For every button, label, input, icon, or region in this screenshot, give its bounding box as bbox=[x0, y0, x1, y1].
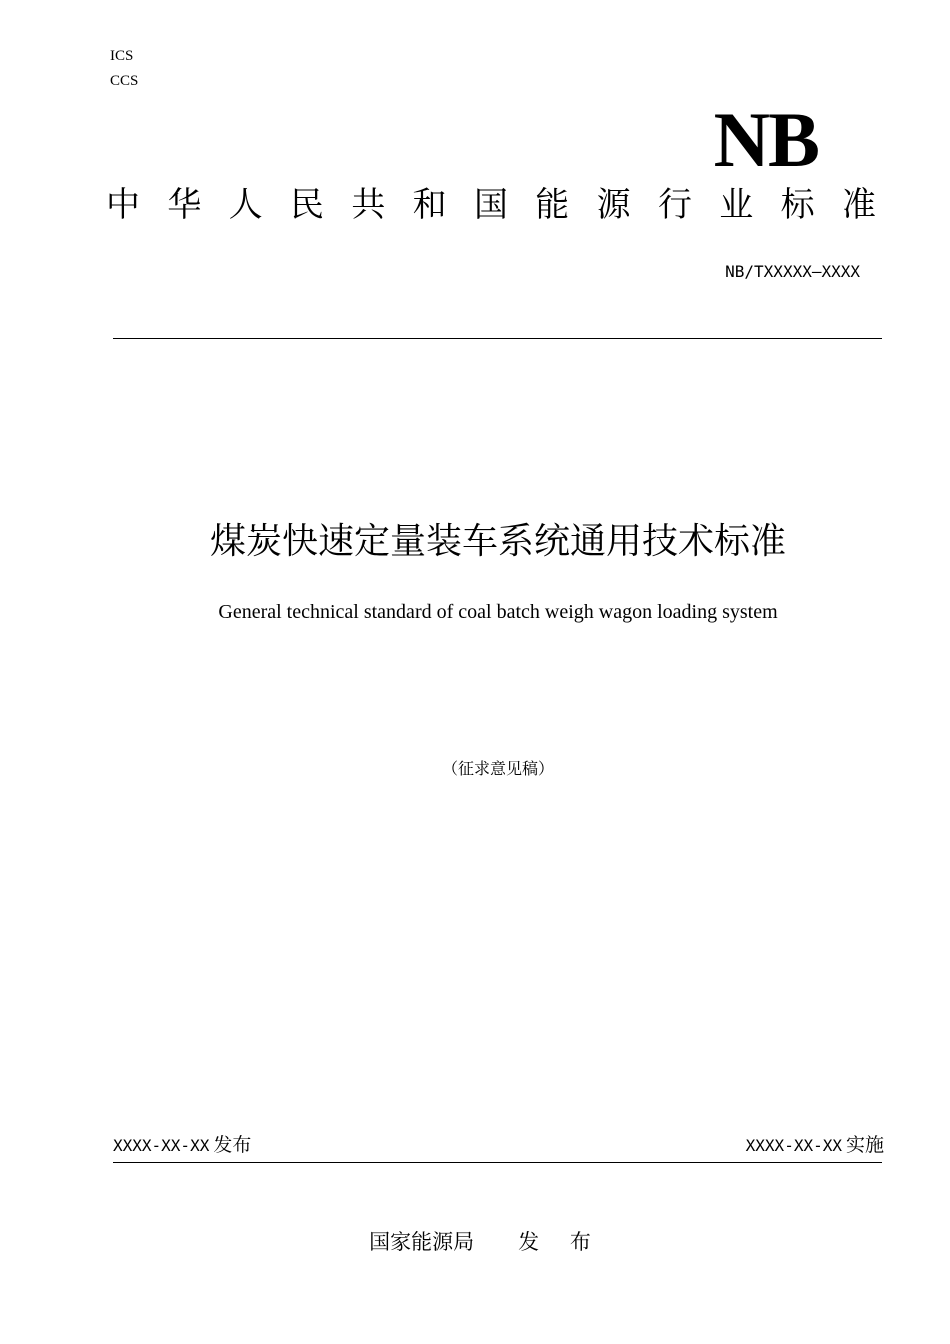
draft-status-note: （征求意见稿） bbox=[441, 759, 554, 778]
implement-date bbox=[746, 1133, 884, 1158]
industry-title-char: 准 bbox=[841, 185, 876, 225]
publish-date-value: XXXX-XX-XX bbox=[113, 1136, 210, 1155]
issuing-authority bbox=[0, 1228, 950, 1256]
publish-date bbox=[113, 1133, 251, 1158]
ccs-code: CCS bbox=[110, 73, 139, 89]
industry-title-char: 业 bbox=[719, 185, 754, 225]
publish-date-label: 发布 bbox=[213, 1134, 252, 1156]
industry-title-char: 标 bbox=[780, 185, 815, 225]
industry-title-char: 共 bbox=[351, 185, 386, 225]
industry-title-char: 和 bbox=[412, 185, 447, 225]
industry-title-char: 源 bbox=[596, 185, 631, 225]
industry-title-char: 人 bbox=[228, 185, 263, 225]
issuer-name: 国家能源局 bbox=[369, 1230, 475, 1254]
header-divider bbox=[113, 338, 882, 339]
industry-title-char: 中 bbox=[106, 185, 140, 225]
industry-title-char: 民 bbox=[289, 185, 324, 225]
standard-number: NB/TXXXXX—XXXX bbox=[725, 262, 860, 281]
issue-label: 发 布 bbox=[518, 1230, 603, 1254]
industry-standard-title bbox=[106, 183, 876, 227]
implement-date-value: XXXX-XX-XX bbox=[745, 1136, 842, 1155]
document-title-english: General technical standard of coal batch weigh wagon loading system bbox=[218, 601, 778, 623]
industry-title-char: 行 bbox=[657, 185, 692, 225]
industry-title-char: 华 bbox=[167, 185, 202, 225]
nb-logo: NB bbox=[713, 96, 818, 183]
industry-title-char: 国 bbox=[473, 185, 508, 225]
document-title-chinese: 煤炭快速定量装车系统通用技术标准 bbox=[209, 521, 786, 562]
implement-date-label: 实施 bbox=[845, 1134, 884, 1156]
footer-divider bbox=[113, 1162, 882, 1163]
ics-code: ICS bbox=[110, 48, 134, 64]
industry-title-char: 能 bbox=[535, 185, 570, 225]
